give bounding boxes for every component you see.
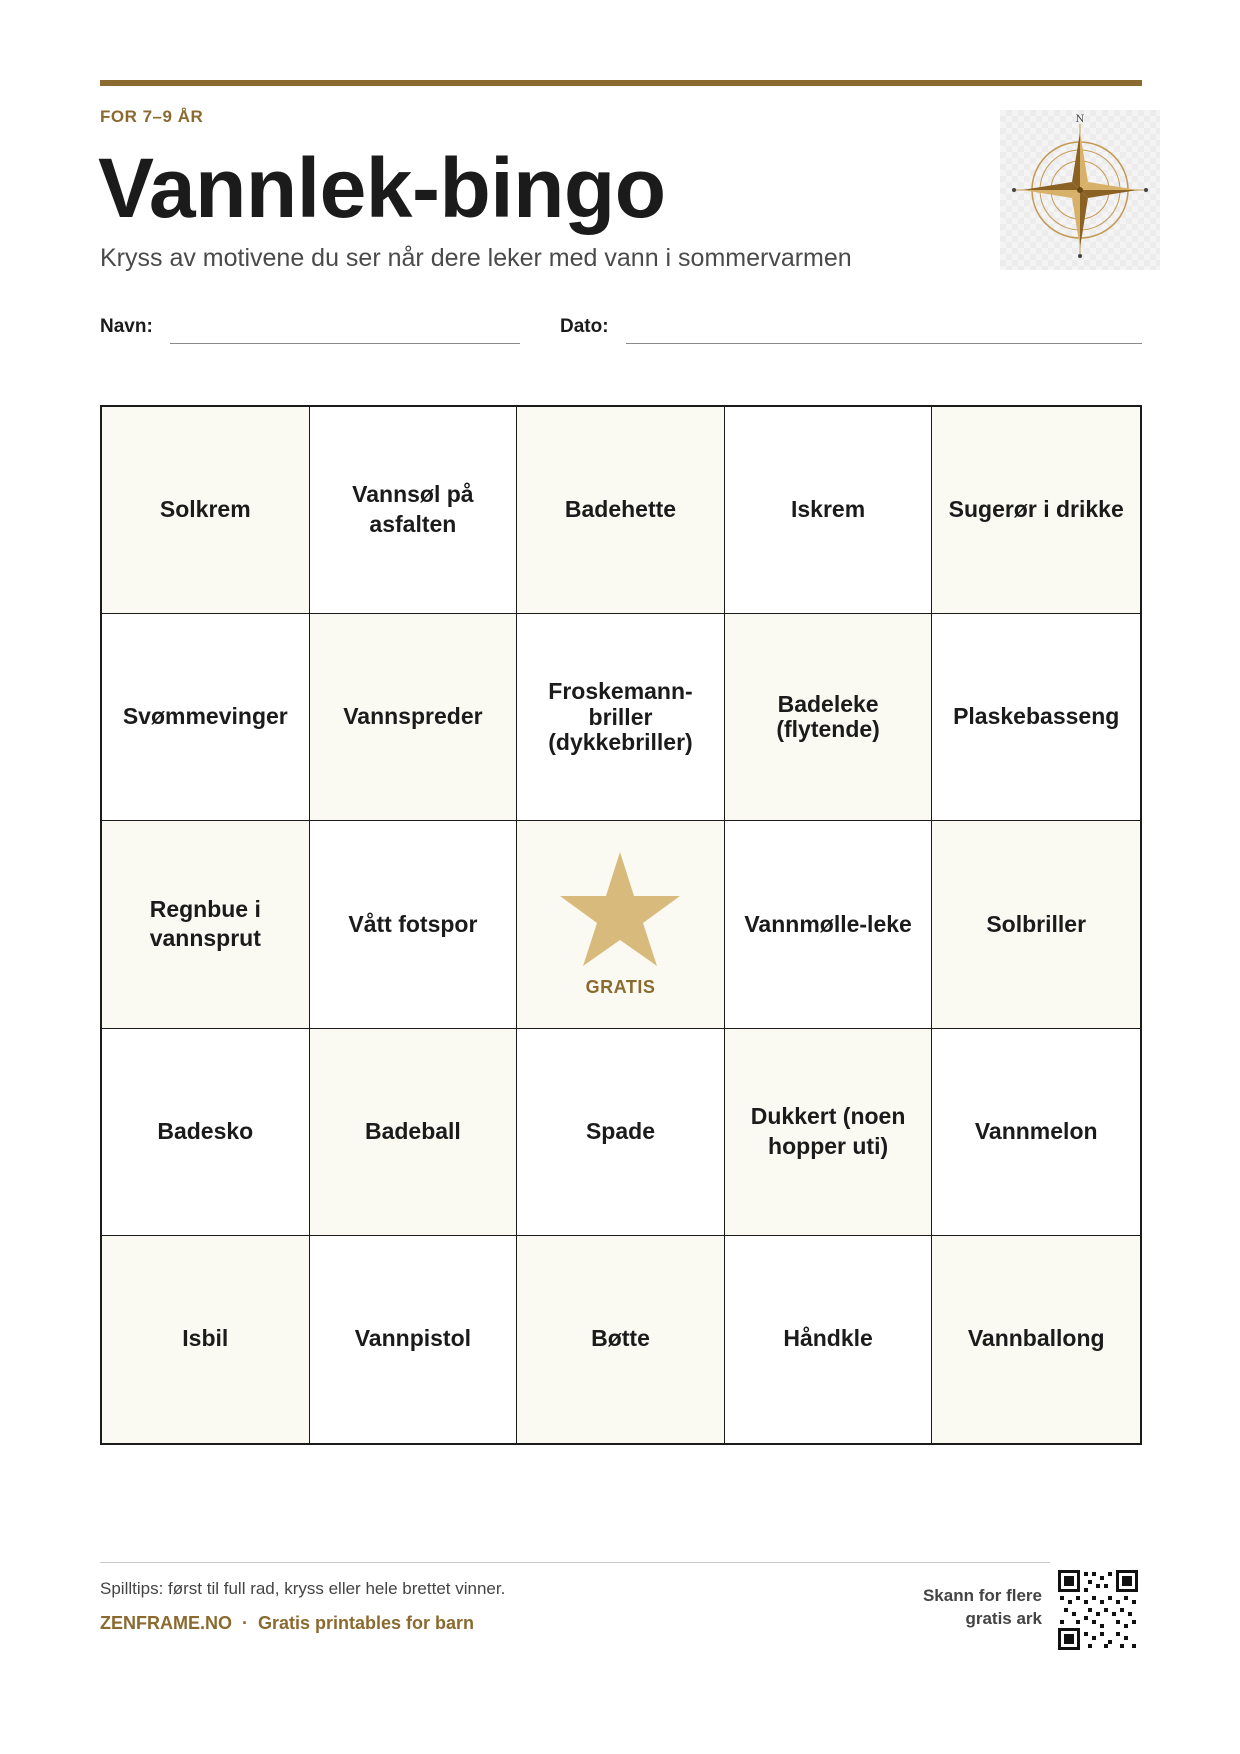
bingo-cell[interactable]: Vannpistol [310,1236,518,1443]
bingo-cell[interactable]: Håndkle [725,1236,933,1443]
bingo-cell[interactable]: Plaskebasseng [932,614,1140,821]
page-title: Vannlek-bingo [98,141,666,235]
bingo-cell[interactable]: Bøtte [517,1236,725,1443]
qr-code-icon[interactable] [1058,1570,1138,1650]
free-space-label: GRATIS [585,976,656,997]
bingo-cell[interactable]: Vått fotspor [310,821,518,1028]
bingo-cell[interactable]: Solbriller [932,821,1140,1028]
scan-prompt-line1: Skann for flere [922,1586,1042,1605]
bingo-cell[interactable]: Vannballong [932,1236,1140,1443]
compass-north-label: N [1075,114,1085,125]
free-space-cell[interactable] [517,821,725,1028]
footer-divider [100,1562,1050,1563]
bingo-cell[interactable]: Vannmelon [932,1029,1140,1236]
bingo-cell[interactable]: Badesko [102,1029,310,1236]
bingo-cell[interactable]: Badeball [310,1029,518,1236]
bingo-cell[interactable]: Dukkert (noen hopper uti) [725,1029,933,1236]
bingo-cell[interactable]: Vannsøl på asfalten [310,407,518,614]
bingo-cell[interactable]: Regnbue i vannsprut [102,821,310,1028]
game-tip: Spilltips: først til full rad, kryss eller hele brettet vinner. [100,1579,506,1598]
scan-prompt [923,1585,1042,1631]
bingo-cell[interactable]: Sugerør i drikke [932,407,1140,614]
bingo-cell[interactable]: Spade [517,1029,725,1236]
bingo-cell[interactable]: Froskemann-briller (dykkebriller) [517,614,725,821]
date-label: Dato: [560,316,609,337]
bingo-cell[interactable]: Vannspreder [310,614,518,821]
bingo-cell[interactable]: Iskrem [725,407,933,614]
bingo-cell[interactable]: Badehette [517,407,725,614]
scan-prompt-line2: gratis ark [965,1608,1042,1628]
bingo-board [100,405,1142,1445]
compass-icon [1000,110,1160,270]
star-icon [558,850,682,968]
bingo-cell[interactable]: Isbil [102,1236,310,1443]
top-accent-bar [100,80,1142,86]
age-label: FOR 7–9 ÅR [100,107,204,126]
brand-separator: · [242,1613,248,1633]
bingo-cell[interactable]: Solkrem [102,407,310,614]
bingo-cell[interactable]: Svømmevinger [102,614,310,821]
brand-line [100,1613,474,1634]
bingo-cell[interactable]: Vannmølle-leke [725,821,933,1028]
name-field[interactable] [170,343,520,344]
date-field[interactable] [626,343,1142,344]
bingo-cell[interactable]: Badeleke (flytende) [725,614,933,821]
name-label: Navn: [100,316,153,337]
brand-name[interactable]: ZENFRAME.NO [100,1613,232,1633]
brand-tagline: Gratis printables for barn [258,1613,475,1633]
page-subtitle: Kryss av motivene du ser når dere leker med vann i sommervarmen [100,244,852,272]
